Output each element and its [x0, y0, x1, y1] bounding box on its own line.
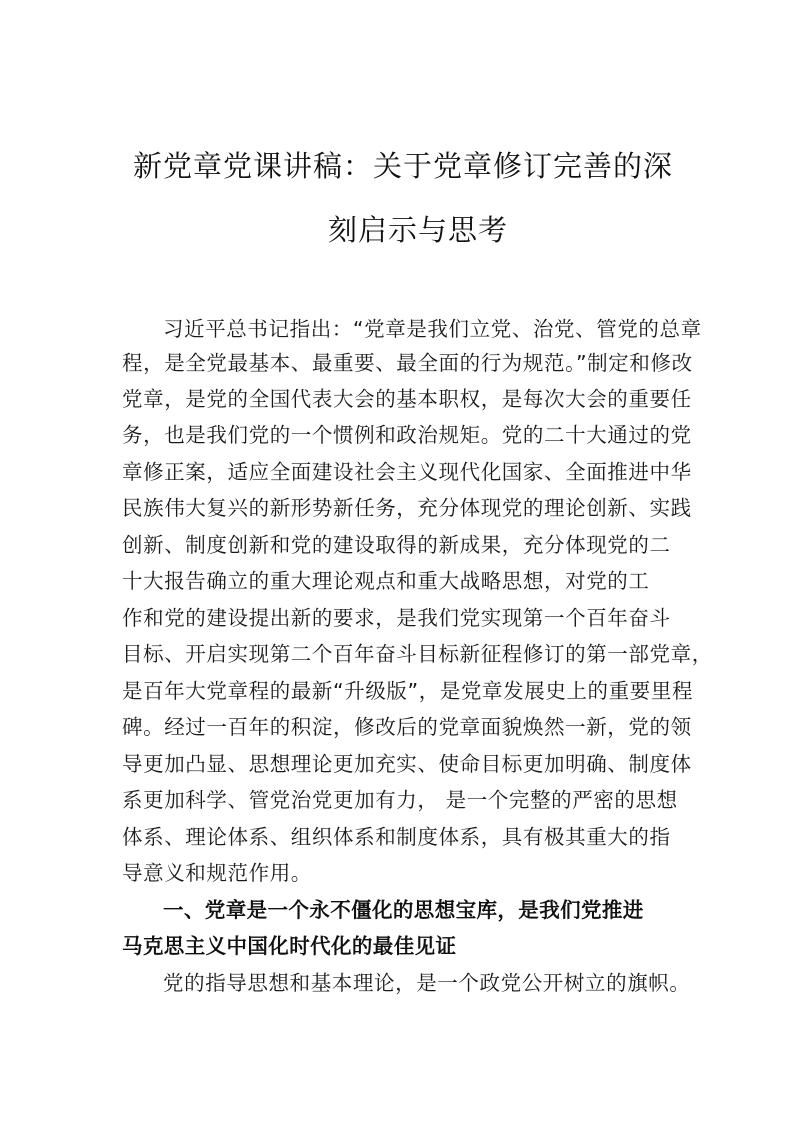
document-title-line-2: 刻启示与思考 [328, 213, 509, 247]
paragraph-line: 党章，是党的全国代表大会的基本职权，是每次大会的重要任 [122, 387, 692, 411]
section-heading-line-2: 马克思主义中国化时代化的最佳见证 [122, 934, 457, 958]
paragraph-line: 导意义和规范作用。 [122, 861, 312, 885]
paragraph-line: 体系、理论体系、组织体系和制度体系，具有极其重大的指 [122, 825, 671, 849]
paragraph-line: 目标、开启实现第二个百年奋斗目标新征程修订的第一部党章， [122, 642, 713, 666]
paragraph-line: 系更加科学、管党治党更加有力， 是一个完整的严密的思想 [122, 788, 678, 812]
paragraph-line: 党的指导思想和基本理论，是一个政党公开树立的旗帜。 [163, 971, 691, 995]
paragraph-line: 作和党的建设提出新的要求，是我们党实现第一个百年奋斗 [122, 606, 671, 630]
document-title-line-1: 新党章党课讲稿：关于党章修订完善的深 [133, 149, 674, 183]
paragraph-line: 十大报告确立的重大理论观点和重大战略思想，对党的工 [122, 569, 650, 593]
paragraph-line: 章修正案，适应全面建设社会主义现代化国家、全面推进中华 [122, 460, 692, 484]
paragraph-line: 程，是全党最基本、最重要、最全面的行为规范。”制定和修改 [122, 351, 693, 375]
section-heading-line-1: 一、党章是一个永不僵化的思想宝库，是我们党推进 [163, 898, 644, 922]
paragraph-line: 务，也是我们党的一个惯例和政治规矩。党的二十大通过的党 [122, 423, 692, 447]
paragraph-line: 是百年大党章程的最新“升级版”，是党章发展史上的重要里程 [122, 679, 694, 703]
paragraph-line: 导更加凸显、思想理论更加充实、使命目标更加明确、制度体 [122, 752, 692, 776]
paragraph-line: 民族伟大复兴的新形势新任务，充分体现党的理论创新、实践 [122, 496, 692, 520]
paragraph-line: 碑。经过一百年的积淀，修改后的党章面貌焕然一新，党的领 [122, 715, 692, 739]
paragraph-line: 习近平总书记指出：“党章是我们立党、治党、管党的总章 [163, 317, 702, 341]
paragraph-line: 创新、制度创新和党的建设取得的新成果，充分体现党的二 [122, 533, 671, 557]
